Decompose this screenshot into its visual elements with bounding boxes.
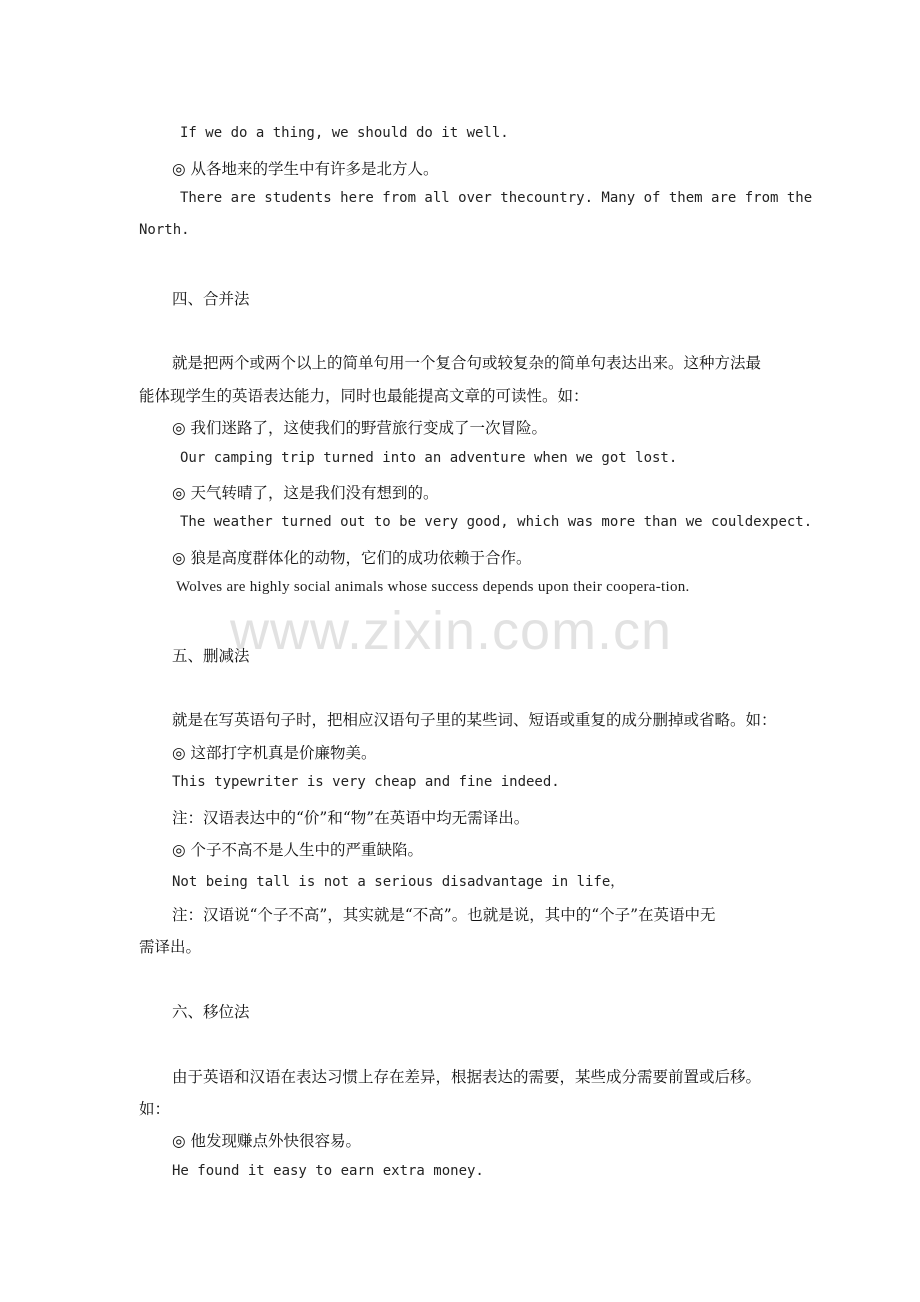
section-heading: 四、合并法 (172, 290, 250, 308)
english-sentence: There are students here from all over thecountry. Many of them are from the (180, 190, 813, 206)
paragraph-text: 就是在写英语句子时，把相应汉语句子里的某些词、短语或重复的成分删掉或省略。如： (172, 711, 777, 729)
section-heading: 六、移位法 (172, 1003, 250, 1021)
chinese-example: ◎ 他发现赚点外快很容易。 (172, 1132, 361, 1150)
note-text: 注：汉语表达中的“价”和“物”在英语中均无需译出。 (172, 809, 530, 827)
english-sentence: Wolves are highly social animals whose success depends upon their coopera-tion. (176, 579, 690, 595)
chinese-example: ◎ 我们迷路了，这使我们的野营旅行变成了一次冒险。 (172, 419, 547, 437)
chinese-example: ◎ 个子不高不是人生中的严重缺陷。 (172, 841, 423, 859)
english-sentence: Not being tall is not a serious disadvantage in life， (172, 874, 625, 890)
paragraph-text: 就是把两个或两个以上的简单句用一个复合句或较复杂的简单句表达出来。这种方法最 (172, 354, 762, 372)
note-text: 需译出。 (139, 938, 202, 956)
chinese-example: ◎ 从各地来的学生中有许多是北方人。 (172, 160, 439, 178)
note-text: 注：汉语说“个子不高”，其实就是“不高”。也就是说，其中的“个子”在英语中无 (172, 906, 716, 924)
section-heading: 五、删减法 (172, 647, 250, 665)
watermark: www.zixin.com.cn (230, 601, 673, 661)
paragraph-text: 能体现学生的英语表达能力，同时也最能提高文章的可读性。如： (139, 387, 589, 405)
chinese-example: ◎ 这部打字机真是价廉物美。 (172, 744, 377, 762)
english-sentence: If we do a thing, we should do it well. (180, 125, 509, 141)
paragraph-text: 由于英语和汉语在表达习惯上存在差异，根据表达的需要，某些成分需要前置或后移。 (172, 1068, 762, 1086)
paragraph-text: 如： (139, 1100, 171, 1118)
english-sentence: The weather turned out to be very good, which was more than we couldexpect. (180, 514, 813, 530)
english-sentence: Our camping trip turned into an adventure when we got lost. (180, 450, 678, 466)
chinese-example: ◎ 狼是高度群体化的动物，它们的成功依赖于合作。 (172, 549, 532, 567)
english-sentence: This typewriter is very cheap and fine indeed. (172, 774, 560, 790)
english-sentence: North. (139, 222, 190, 238)
english-sentence: He found it easy to earn extra money. (172, 1163, 484, 1179)
chinese-example: ◎ 天气转晴了，这是我们没有想到的。 (172, 484, 439, 502)
